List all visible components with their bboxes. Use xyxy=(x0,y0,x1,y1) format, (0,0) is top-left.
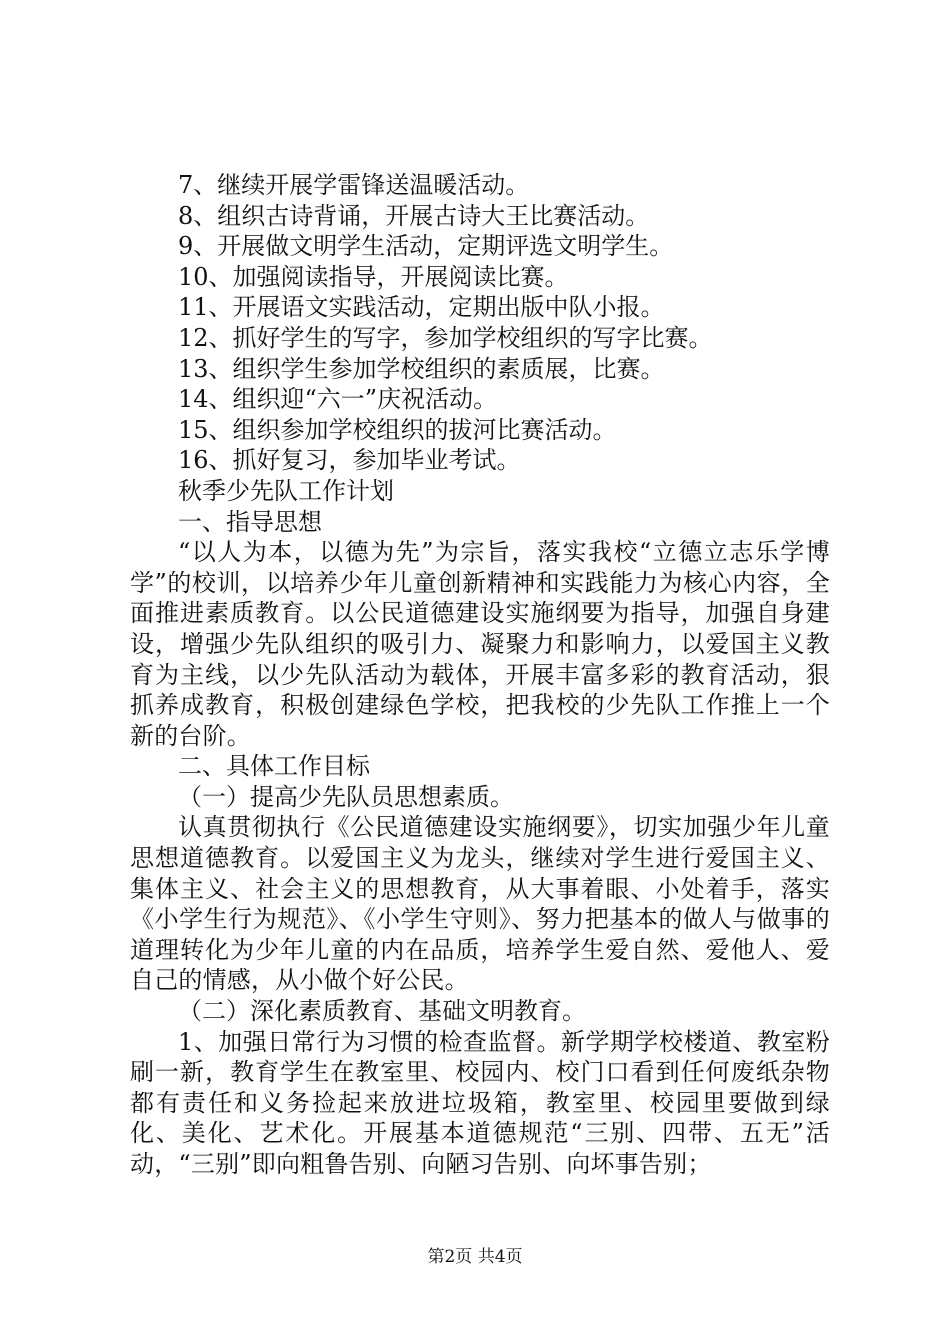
list-item: 13、组织学生参加学校组织的素质展，比赛。 xyxy=(178,354,665,383)
list-item: 16、抓好复习，参加毕业考试。 xyxy=(178,446,521,475)
list-item: 14、组织迎“六一”庆祝活动。 xyxy=(178,385,498,414)
section-heading: 一、指导思想 xyxy=(178,507,322,536)
subsection-heading: （二）深化素质教育、基础文明教育。 xyxy=(178,997,586,1026)
list-item: 9、开展做文明学生活动，定期评选文明学生。 xyxy=(178,232,674,261)
list-item: 10、加强阅读指导，开展阅读比赛。 xyxy=(178,262,569,291)
subsection-heading: （一）提高少先队员思想素质。 xyxy=(178,782,514,811)
list-item: 8、组织古诗背诵，开展古诗大王比赛活动。 xyxy=(178,201,650,230)
paragraph: 认真贯彻执行《公民道德建设实施纲要》，切实加强少年儿童思想道德教育。以爱国主义为龙头，继续对学生进行爱国主义、集体主义、社会主义的思想教育，从大事着眼、小处着手，落实《小学生行为规范》、《小学生守则》、努力把基本的做人与做事的道理转化为少年儿童的内在品质，培养学生爱自然、爱他人、爱自己的情感，从小做个好公民。 xyxy=(130,813,830,995)
list-item: 7、继续开展学雷锋送温暖活动。 xyxy=(178,171,530,199)
section-heading: 二、具体工作目标 xyxy=(178,752,370,781)
list-item: 12、抓好学生的写字，参加学校组织的写字比赛。 xyxy=(178,323,713,352)
list-item: 15、组织参加学校组织的拔河比赛活动。 xyxy=(178,415,617,444)
paragraph: “以人为本，以德为先”为宗旨，落实我校“立德立志乐学博学”的校训，以培养少年儿童创新精神和实践能力为核心内容，全面推进素质教育。以公民道德建设实施纲要为指导，加强自身建设，增强少先队组织的吸引力、凝聚力和影响力，以爱国主义教育为主线，以少先队活动为载体，开展丰富多彩的教育活动，狠抓养成教育，积极创建绿色学校，把我校的少先队工作推上一个新的台阶。 xyxy=(130,538,830,750)
paragraph: 1、加强日常行为习惯的检查监督。新学期学校楼道、教室粉刷一新，教育学生在教室里、校园内、校门口看到任何废纸杂物都有责任和义务捡起来放进垃圾箱，教室里、校园里要做到绿化、美化、艺术化。开展基本道德规范“三别、四带、五无”活动，“三别”即向粗鲁告别、向陋习告别、向坏事告别； xyxy=(130,1027,830,1178)
document-body xyxy=(130,170,830,1180)
list-item: 11、开展语文实践活动，定期出版中队小报。 xyxy=(178,293,665,322)
document-title: 秋季少先队工作计划 xyxy=(178,476,394,505)
page-number-footer: 第2页 共4页 xyxy=(427,1247,523,1267)
